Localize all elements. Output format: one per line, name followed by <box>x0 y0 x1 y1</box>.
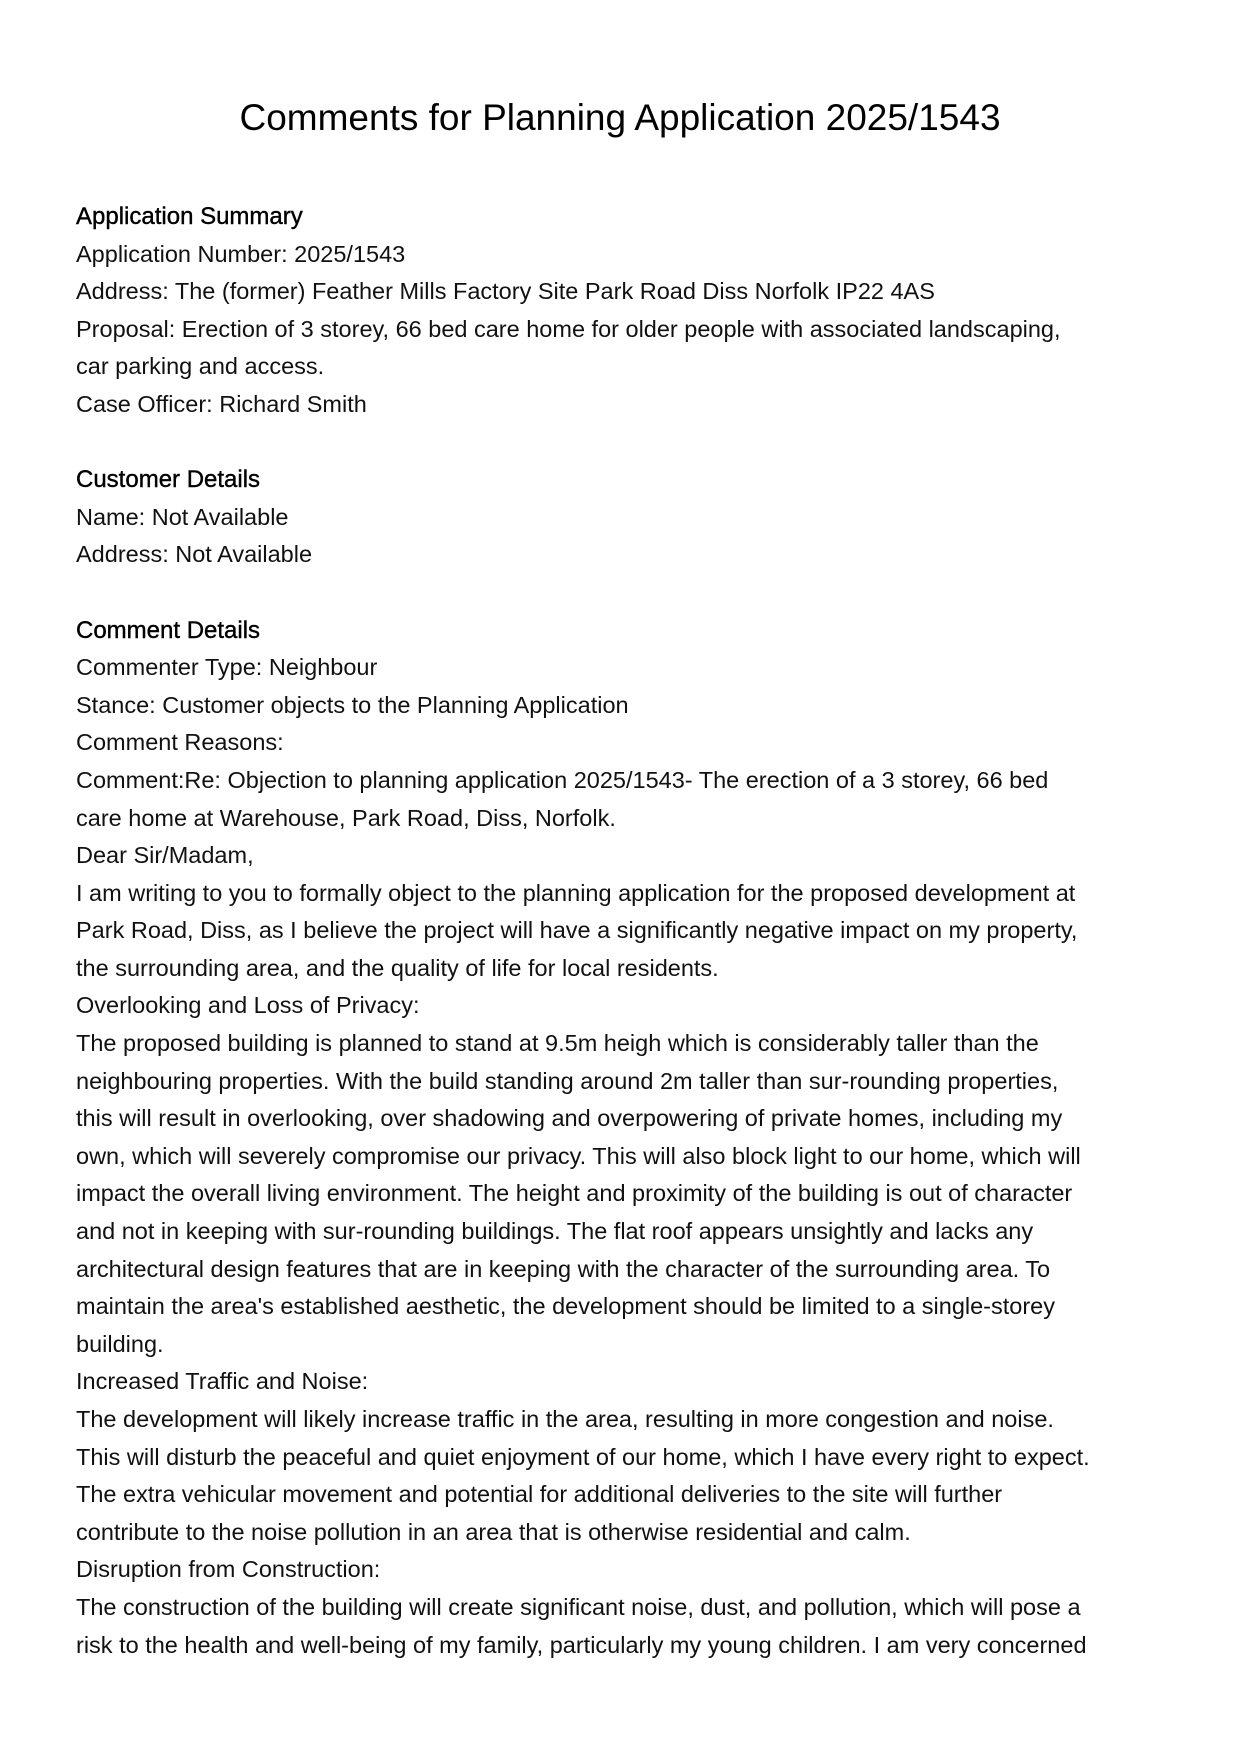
opening-line: Park Road, Diss, as I believe the project will have a significantly negative impact on my property, <box>76 917 1078 944</box>
overlooking-paragraph <box>76 1025 1176 1363</box>
application-summary-section <box>76 198 1176 424</box>
traffic-line: contribute to the noise pollution in an area that is otherwise residential and calm. <box>76 1518 911 1545</box>
opening-line: the surrounding area, and the quality of life for local residents. <box>76 954 719 981</box>
comment-intro-line: Comment:Re: Objection to planning application 2025/1543- The erection of a 3 storey, 66 bed <box>76 766 1049 793</box>
construction-heading: Disruption from Construction: <box>76 1556 381 1583</box>
comment-intro-line: care home at Warehouse, Park Road, Diss, Norfolk. <box>76 804 616 831</box>
customer-details-heading: Customer Details <box>76 466 261 494</box>
overlooking-line: building. <box>76 1330 164 1357</box>
traffic-line: This will disturb the peaceful and quiet enjoyment of our home, which I have every right to expect. <box>76 1443 1090 1470</box>
overlooking-line: neighbouring properties. With the build standing around 2m taller than sur-rounding properties, <box>76 1067 1059 1094</box>
overlooking-line: impact the overall living environment. The height and proximity of the building is out of character <box>76 1180 1073 1207</box>
application-address: Address: The (former) Feather Mills Factory Site Park Road Diss Norfolk IP22 4AS <box>76 278 935 305</box>
overlooking-heading: Overlooking and Loss of Privacy: <box>76 992 420 1019</box>
document-body <box>76 198 1176 1702</box>
salutation: Dear Sir/Madam, <box>76 842 254 869</box>
opening-paragraph <box>76 875 1176 988</box>
comment-reasons: Comment Reasons: <box>76 729 284 756</box>
comment-intro <box>76 762 1176 837</box>
construction-line: The construction of the building will create significant noise, dust, and pollution, which will pose a <box>76 1593 1081 1620</box>
overlooking-line: own, which will severely compromise our privacy. This will also block light to our home, which will <box>76 1142 1081 1169</box>
comment-details-section <box>76 612 1176 1665</box>
traffic-line: The extra vehicular movement and potential for additional deliveries to the site will further <box>76 1481 1003 1508</box>
case-officer: Case Officer: Richard Smith <box>76 390 367 417</box>
proposal-line: car parking and access. <box>76 353 325 380</box>
customer-address: Address: Not Available <box>76 541 313 568</box>
page-title: Comments for Planning Application 2025/1543 <box>239 97 1001 138</box>
overlooking-line: The proposed building is planned to stand at 9.5m heigh which is considerably taller than the <box>76 1030 1039 1057</box>
construction-paragraph <box>76 1589 1176 1664</box>
overlooking-line: architectural design features that are in keeping with the character of the surrounding area. To <box>76 1255 1051 1282</box>
traffic-heading: Increased Traffic and Noise: <box>76 1368 369 1395</box>
commenter-type: Commenter Type: Neighbour <box>76 654 378 681</box>
application-number: Application Number: 2025/1543 <box>76 240 406 267</box>
stance: Stance: Customer objects to the Planning Application <box>76 691 629 718</box>
comment-details-heading: Comment Details <box>76 616 261 644</box>
application-proposal <box>76 311 1176 386</box>
application-summary-heading: Application Summary <box>76 203 303 230</box>
opening-line: I am writing to you to formally object to the planning application for the proposed development at <box>76 879 1076 906</box>
overlooking-line: and not in keeping with sur-rounding buildings. The flat roof appears unsightly and lacks any <box>76 1218 1034 1245</box>
overlooking-line: this will result in overlooking, over shadowing and overpowering of private homes, including my <box>76 1105 1063 1132</box>
traffic-line: The development will likely increase traffic in the area, resulting in more congestion and noise. <box>76 1406 1054 1432</box>
customer-name: Name: Not Available <box>76 503 289 530</box>
proposal-line: Proposal: Erection of 3 storey, 66 bed care home for older people with associated landscaping, <box>76 315 1061 342</box>
traffic-paragraph <box>76 1401 1176 1551</box>
overlooking-line: maintain the area's established aesthetic, the development should be limited to a single-storey <box>76 1293 1056 1320</box>
construction-line: risk to the health and well-being of my family, particularly my young children. I am very concerned <box>76 1631 1087 1658</box>
customer-details-section <box>76 461 1176 574</box>
